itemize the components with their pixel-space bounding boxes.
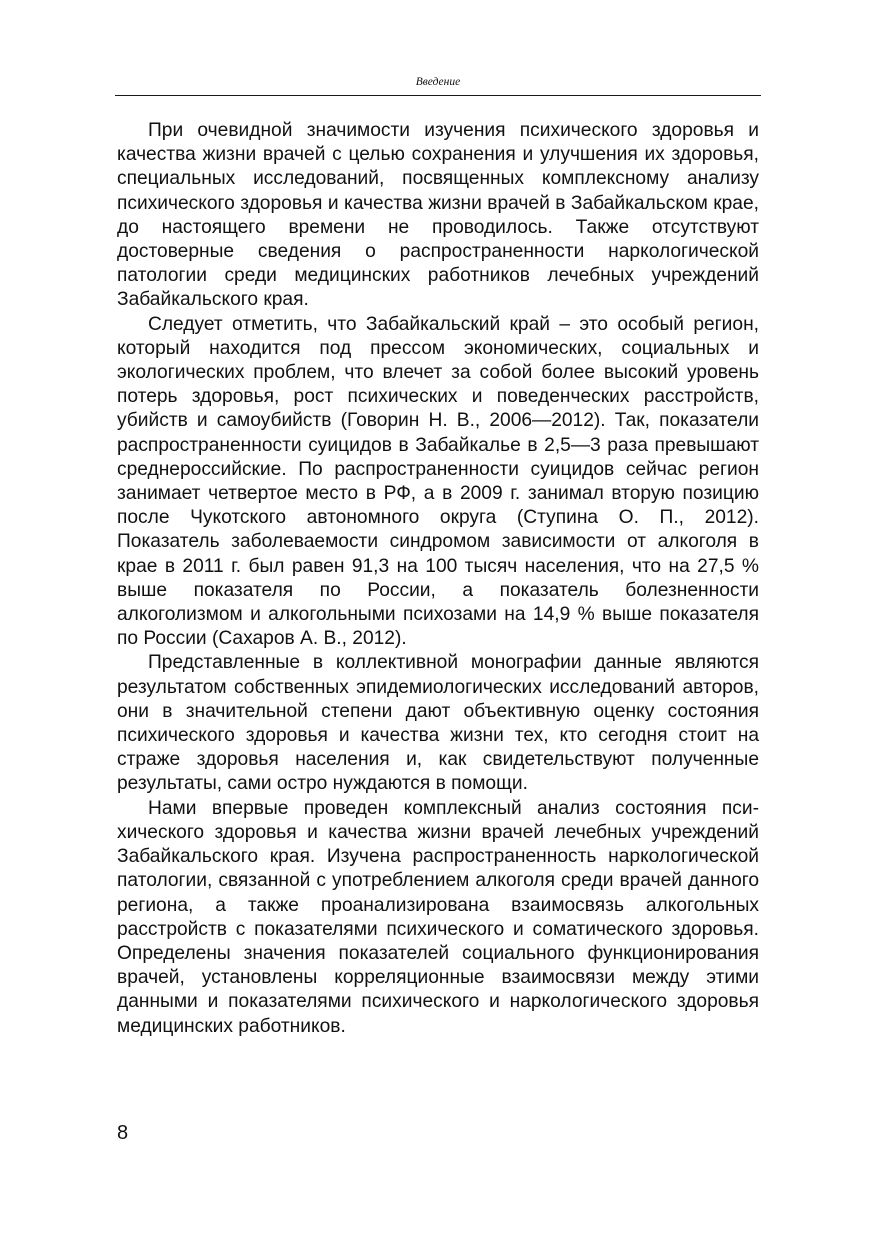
header-rule xyxy=(115,95,761,96)
running-head-title: Введение xyxy=(415,76,461,88)
page-number: 8 xyxy=(117,1122,129,1144)
paragraph-4: Нами впервые проведен комплексный анализ состояния психического здоровья и качества жизни врачей лечебных учреждений Забайкальского края. Изучена распространенность наркологической патологии, связанной с употреблением алкоголя среди врачей данного региона, а также проанализирована взаимосвязь алкогольных расстройств с показателями психического и соматического здоровья. Определены значения показателей социального функционирования врачей, установлены корреляционные взаимосвязи между этими данными и показателями психического и наркологического здоровья медицинских работников. xyxy=(117,797,759,1037)
paragraph-3: Представленные в коллективной монографии данные являются результатом собственных эпидемиологических исследований авторов, они в значительной степени дают объективную оценку состояния психического здоровья и качества жизни тех, кто сегодня стоит на страже здоровья населения и, как свидетельствуют полученные результаты, сами остро нуждаются в помощи. xyxy=(117,652,759,795)
page-body xyxy=(117,119,759,1039)
paragraph-1: При очевидной значимости изучения психического здоровья и качества жизни врачей с целью сохранения и улучшения их здоровья, специальных исследований, посвященных комплексному анализу психического здоровья и качества жизни врачей в Забайкальском крае, до настоящего времени не проводилось. Также отсутствуют достоверные сведения о распространенности наркологической патологии среди медицинских работников лечебных учреждений Забайкальского края. xyxy=(117,120,759,311)
paragraph-2: Следует отметить, что Забайкальский край – это особый регион, который находится под прессом экономических, социальных и экологических проблем, что влечет за собой более высокий уровень потерь здоровья, рост психических и поведенческих расстройств, убийств и самоубийств (Говорин Н. В., 2006—2012). Так, показатели распространенности суицидов в Забайкалье в 2,5—3 раза превышают среднероссийские. По распространенности суицидов сейчас регион занимает четвертое место в РФ, а в 2009 г. занимал вторую позицию после Чукотского автономного округа (Ступина О. П., 2012). Показатель заболеваемости синдромом зависимости от алкоголя в крае в 2011 г. был равен 91,3 на 100 тысяч населения, что на 27,5 % выше показателя по России, а показатель болезненности алкоголизмом и алкогольными психозами на 14,9 % выше показателя по России (Сахаров А. В., 2012). xyxy=(117,313,759,650)
